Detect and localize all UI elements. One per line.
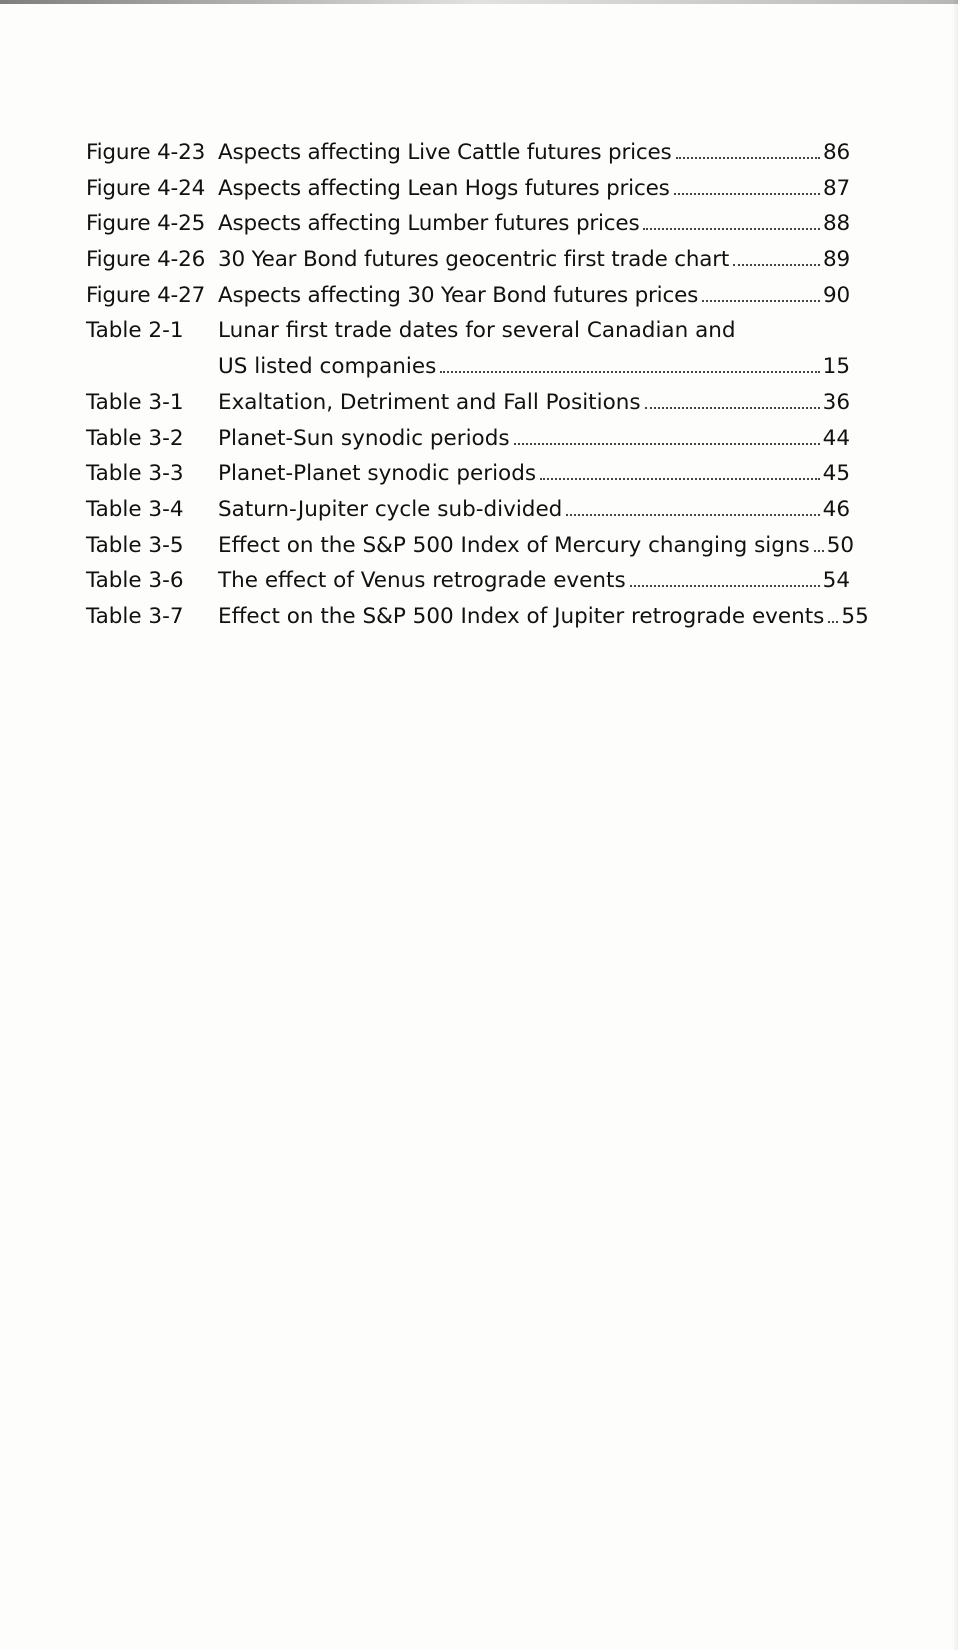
dot-leader <box>440 371 819 373</box>
entry-title-line <box>218 278 850 314</box>
entry-title-wrap <box>218 599 869 635</box>
entry-title-line <box>218 492 850 528</box>
entry-title-wrap <box>218 528 855 564</box>
entry-title-wrap <box>218 492 850 528</box>
entry-label: Figure 4-25 <box>86 211 206 237</box>
dot-leader <box>702 300 820 302</box>
dot-leader <box>630 585 820 587</box>
entry-title-wrap <box>218 206 850 242</box>
dot-leader <box>733 264 820 266</box>
entry-title: The effect of Venus retrograde events <box>218 568 626 594</box>
entry-title-line <box>218 385 850 421</box>
entry-title-wrap <box>218 171 850 207</box>
entry-title-wrap <box>218 456 850 492</box>
entry-page-number: 54 <box>822 568 850 594</box>
entry-label: Figure 4-24 <box>86 175 206 201</box>
toc-entry <box>86 171 850 207</box>
entry-label: Figure 4-23 <box>86 140 206 165</box>
toc-entry <box>86 599 869 635</box>
entry-title: 30 Year Bond futures geocentric first trade chart <box>218 247 730 273</box>
toc-entry <box>86 242 850 278</box>
entry-label: Table 3-7 <box>86 603 184 629</box>
entry-label: Figure 4-26 <box>86 247 206 273</box>
toc-entry <box>86 421 850 457</box>
entry-page-number: 36 <box>822 389 850 415</box>
entry-title: Planet-Sun synodic periods <box>218 425 510 451</box>
entry-label: Table 3-1 <box>86 389 184 415</box>
page-right-shadow <box>952 0 958 1650</box>
dot-leader <box>645 407 820 409</box>
entry-page-number: 86 <box>823 140 850 165</box>
entry-title: Aspects affecting 30 Year Bond futures prices <box>218 282 699 308</box>
entry-page-number: 44 <box>822 425 850 451</box>
entry-page-number: 45 <box>822 461 850 487</box>
entry-title-line <box>218 313 850 349</box>
dot-leader <box>674 193 820 195</box>
entry-label: Table 2-1 <box>86 318 184 344</box>
dot-leader <box>514 443 820 445</box>
toc-entry <box>86 492 850 528</box>
entry-title-line <box>218 242 850 278</box>
entry-page-number: 88 <box>823 211 850 237</box>
entry-title-wrap <box>218 135 850 171</box>
entry-title-line <box>218 421 850 457</box>
entry-page-number: 89 <box>823 247 850 273</box>
entry-page-number: 87 <box>823 175 850 201</box>
toc-entry <box>86 385 850 421</box>
entry-title-wrap <box>218 313 850 384</box>
entry-page-number: 50 <box>826 532 855 558</box>
dot-leader <box>814 550 824 552</box>
entry-page-number: 46 <box>822 496 850 522</box>
list-of-figures-and-tables <box>86 135 869 635</box>
toc-entry <box>86 278 850 314</box>
dot-leader <box>676 157 820 159</box>
toc-entry <box>86 135 850 171</box>
entry-label: Figure 4-27 <box>86 282 206 308</box>
entry-label: Table 3-6 <box>86 568 184 594</box>
entry-label: Table 3-4 <box>86 496 184 522</box>
entry-title-line <box>218 135 850 171</box>
entry-page-number: 90 <box>823 282 850 308</box>
entry-title-wrap <box>218 242 850 278</box>
page-top-edge <box>0 0 958 4</box>
entry-title-line <box>218 528 855 564</box>
entry-title-line-2: US listed companies <box>218 354 437 380</box>
entry-title-line <box>218 563 850 599</box>
entry-title-line-1: Lunar first trade dates for several Canadian and <box>218 318 736 344</box>
toc-entry <box>86 563 850 599</box>
entry-title-line <box>218 206 850 242</box>
entry-title: Aspects affecting Live Cattle futures prices <box>218 140 672 165</box>
entry-title-line <box>218 171 850 207</box>
entry-label: Table 3-5 <box>86 532 184 558</box>
entry-title-wrap <box>218 421 850 457</box>
toc-entry <box>86 206 850 242</box>
entry-title: Effect on the S&P 500 Index of Jupiter retrograde events <box>218 603 825 629</box>
entry-title-line <box>218 456 850 492</box>
entry-page-number: 55 <box>841 603 869 629</box>
entry-title: Exaltation, Detriment and Fall Positions <box>218 389 641 415</box>
dot-leader <box>643 228 820 230</box>
dot-leader <box>540 478 820 480</box>
dot-leader <box>828 621 838 623</box>
entry-title-wrap <box>218 563 850 599</box>
toc-entry <box>86 456 850 492</box>
entry-title: Effect on the S&P 500 Index of Mercury changing signs <box>218 532 810 558</box>
dot-leader <box>566 514 819 516</box>
entry-title: Aspects affecting Lumber futures prices <box>218 211 640 237</box>
entry-title-line <box>218 349 850 385</box>
entry-label: Table 3-3 <box>86 461 184 487</box>
entry-title: Aspects affecting Lean Hogs futures prices <box>218 175 670 201</box>
entry-title: Saturn-Jupiter cycle sub-divided <box>218 496 563 522</box>
toc-entry <box>86 528 855 564</box>
entry-title-wrap <box>218 385 850 421</box>
entry-title: Planet-Planet synodic periods <box>218 461 537 487</box>
entry-title-line <box>218 599 869 635</box>
entry-page-number: 15 <box>822 354 850 380</box>
toc-entry <box>86 313 850 384</box>
entry-label: Table 3-2 <box>86 425 184 451</box>
entry-title-wrap <box>218 278 850 314</box>
